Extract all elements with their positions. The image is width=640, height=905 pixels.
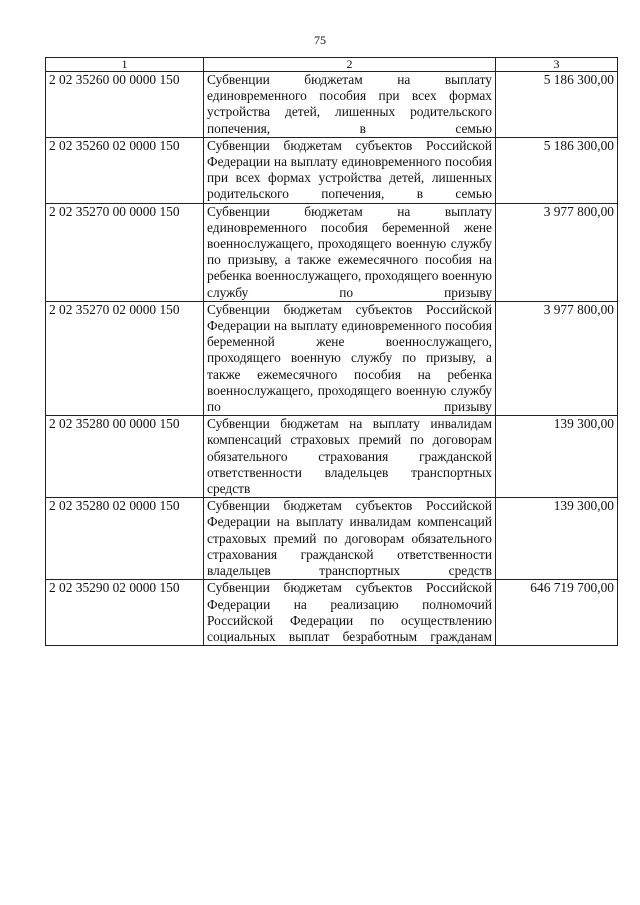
table-row [46, 416, 618, 498]
row-amount: 5 186 300,00 [496, 72, 618, 138]
row-description: Субвенции бюджетам субъектов Российской Федерации на реализацию полномочий Российской Федерации по осуществлению социальных выплат безработным гражданам [204, 580, 496, 646]
table-row [46, 580, 618, 646]
row-amount: 5 186 300,00 [496, 137, 618, 203]
row-code: 2 02 35290 02 0000 150 [46, 580, 204, 646]
row-code: 2 02 35280 02 0000 150 [46, 498, 204, 580]
row-amount: 139 300,00 [496, 416, 618, 498]
column-header-code: 1 [46, 58, 204, 72]
column-header-amount: 3 [496, 58, 618, 72]
row-description: Субвенции бюджетам на выплату единовременного пособия при всех формах устройства детей, лишенных родительского попечения, в семью [204, 72, 496, 138]
row-description: Субвенции бюджетам на выплату единовременного пособия беременной жене военнослужащего, проходящего военную службу по призыву, а также ежемесячного пособия на ребенка военнослужащего, проходящего военную службу по призыву [204, 203, 496, 301]
page-number: 75 [314, 33, 326, 47]
budget-revenue-table [45, 57, 618, 646]
table-row [46, 137, 618, 203]
row-amount: 3 977 800,00 [496, 203, 618, 301]
row-code: 2 02 35260 00 0000 150 [46, 72, 204, 138]
row-amount: 3 977 800,00 [496, 301, 618, 415]
row-description: Субвенции бюджетам субъектов Российской Федерации на выплату единовременного пособия беременной жене военнослужащего, проходящего военную службу по призыву, а также ежемесячного пособия на ребенка военнослужащего, проходящего военную службу по призыву [204, 301, 496, 415]
table-row [46, 301, 618, 415]
column-header-description: 2 [204, 58, 496, 72]
table-header-row [46, 58, 618, 72]
row-description: Субвенции бюджетам на выплату инвалидам компенсаций страховых премий по договорам обязательного страхования гражданской ответственности владельцев транспортных средств [204, 416, 496, 498]
table-row [46, 498, 618, 580]
row-code: 2 02 35270 00 0000 150 [46, 203, 204, 301]
row-amount: 646 719 700,00 [496, 580, 618, 646]
table-row [46, 72, 618, 138]
row-amount: 139 300,00 [496, 498, 618, 580]
row-description: Субвенции бюджетам субъектов Российской Федерации на выплату единовременного пособия при всех формах устройства детей, лишенных родительского попечения, в семью [204, 137, 496, 203]
row-description: Субвенции бюджетам субъектов Российской Федерации на выплату инвалидам компенсаций страховых премий по договорам обязательного страхования гражданской ответственности владельцев транспортных средств [204, 498, 496, 580]
table-row [46, 203, 618, 301]
row-code: 2 02 35270 02 0000 150 [46, 301, 204, 415]
row-code: 2 02 35280 00 0000 150 [46, 416, 204, 498]
row-code: 2 02 35260 02 0000 150 [46, 137, 204, 203]
